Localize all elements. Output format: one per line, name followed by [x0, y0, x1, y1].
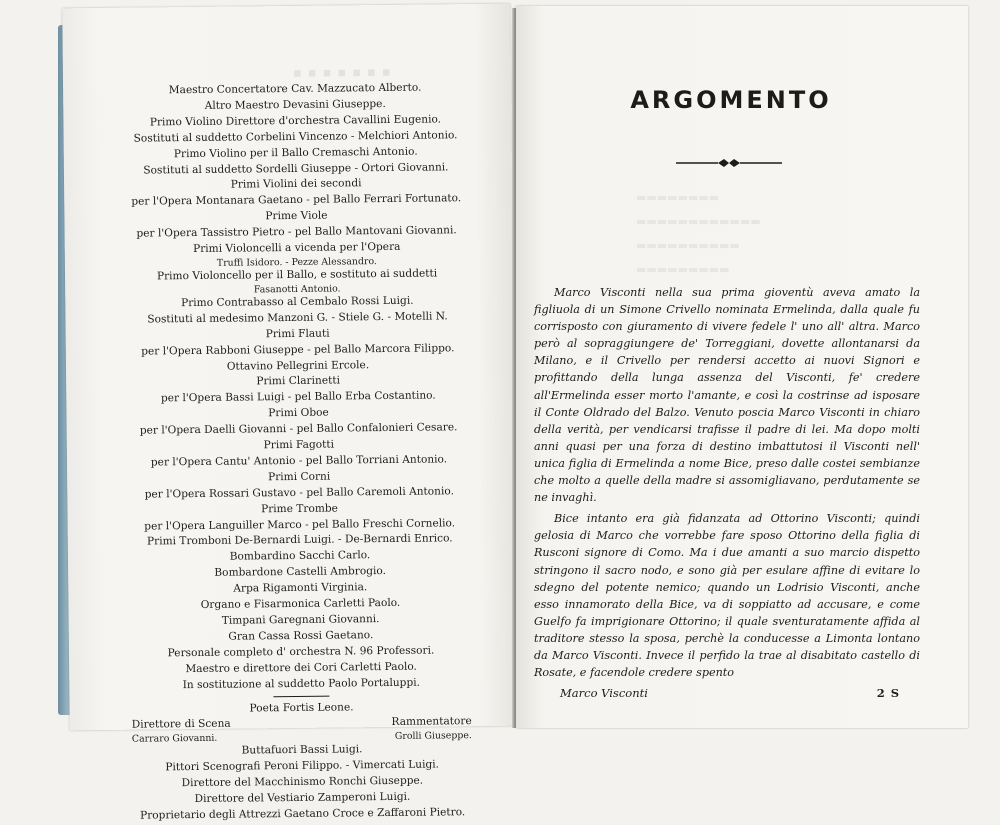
credit-line: Gran Cassa Rossi Gaetano.: [228, 629, 374, 643]
credit-line: Buttafuori Bassi Luigi.: [241, 743, 363, 757]
credit-line: Sostituti al suddetto Corbelini Vincenzo - Melchiori Antonio.: [133, 128, 458, 145]
credit-line: Prime Viole: [265, 209, 328, 223]
credit-line: Primi Flauti: [265, 327, 330, 340]
credit-line: Sostituti al medesimo Manzoni G. - Stiele G. - Motelli N.: [147, 310, 448, 326]
credit-line: per l'Opera Tassistro Pietro - pel Ballo Mantovani Giovanni.: [136, 224, 457, 240]
credit-line: Primi Oboe: [268, 406, 329, 420]
credit-line: per l'Opera Bassi Luigi - pel Ballo Erba Costantino.: [160, 389, 436, 405]
credit-line: Maestro e direttore dei Cori Carletti Paolo.: [185, 660, 417, 675]
credit-line: Truffi Isidoro. - Pezze Alessandro.: [216, 256, 377, 269]
credit-line: Pittori Scenografi Peroni Filippo. - Vimercati Luigi.: [165, 758, 440, 774]
credit-line: per l'Opera Rabboni Giuseppe - pel Ballo Marcora Filippo.: [141, 341, 455, 358]
page-footer: [560, 686, 900, 700]
page-title: ARGOMENTO: [630, 86, 832, 114]
right-page: [516, 6, 968, 728]
credit-line: Primo Violino per il Ballo Cremaschi Antonio.: [173, 145, 418, 160]
credit-line: In sostituzione al suddetto Paolo Portaluppi.: [182, 676, 421, 691]
credit-line: Primi Fagotti: [263, 438, 335, 452]
credit-line: Sostituti al suddetto Sordelli Giuseppe - Ortori Giovanni.: [143, 160, 449, 177]
credit-line: Maestro Concertatore Cav. Mazzucato Alberto.: [168, 81, 422, 97]
left-page: [62, 4, 518, 822]
credit-line: Direttore del Vestiario Zamperoni Luigi.: [194, 790, 411, 806]
credit-line: Timpani Garegnani Giovanni.: [221, 613, 380, 627]
paragraph: Marco Visconti nella sua prima gioventù aveva amato la figliuola di un Simone Crivello nominata Ermelinda, dalla quale fu corrisposto con giuramento di vivere fedele l' uno all' altra. Marco però al sopraggiungere de' Torreggiani, dovette allontanarsi da Milano, e il Crivello per rendersi accetto ai nuovi Signori e profittando della lunga assenza del Visconti, fe' credere all'Ermelinda esser morto l'amante, e così la costrinse ad isposare il Conte Oldrado del Balzo. Venuto poscia Marco Visconti in chiaro della verità, per vendicarsi trafisse il padre di lei. Ma dopo molti anni quasi per una forza di destino imbattutosi il Visconti nell' unica figlia di Ermelinda a nome Bice, preso dalle costei sembianze che molto a quelle della madre si assomigliavano, perdutamente se ne invaghì.: [534, 286, 920, 505]
credit-name: Grolli Giuseppe.: [394, 730, 472, 743]
divider-rule: [273, 695, 329, 697]
credit-line: Altro Maestro Devasini Giuseppe.: [204, 97, 386, 112]
credit-line: Direttore del Macchinismo Ronchi Giuseppe.: [181, 774, 424, 790]
credit-line: per l'Opera Rossari Gustavo - pel Ballo Caremoli Antonio.: [144, 485, 454, 501]
credit-line: per l'Opera Montanara Gaetano - pel Ballo Ferrari Fortunato.: [131, 192, 462, 208]
paragraph: Bice intanto era già fidanzata ad Ottorino Visconti; quindi gelosia di Marco che vorrebbe fare sposo Ottorino della figlia di Rusconi signore di Como. Ma i due amanti a suo marcio dispetto stringono il sacro nodo, e sono già per esulare affine di evitare lo sdegno del potente nemico; quando un Lodrisio Visconti, anche esso innamorato della Bice, va di soppiatto ad accusare, e come Guelfo fa imprigionare Ottorino; il quale sventuratamente affida al traditore stesso la sposa, perchè la conducesse a Limonta lontano da Marco Visconti. Invece il perfido la trae al disabitato castello di Rosate, e facendole credere spento: [534, 512, 920, 680]
footer-title: Marco Visconti: [560, 686, 648, 700]
credit-line: Bombardino Sacchi Carlo.: [229, 549, 371, 564]
credit-line: Prime Trombe: [260, 502, 338, 515]
credit-line: Bombardone Castelli Ambrogio.: [214, 565, 386, 580]
credit-line: Ottavino Pellegrini Ercole.: [226, 358, 370, 373]
credit-role: Rammentatore: [391, 715, 472, 729]
credit-line: Organo e Fisarmonica Carletti Paolo.: [200, 596, 401, 612]
credit-line: per l'Opera Cantu' Antonio - pel Ballo Torriani Antonio.: [150, 453, 448, 469]
argument-text: [534, 284, 920, 681]
credit-line: Proprietario degli Attrezzi Gaetano Croce e Zaffaroni Pietro.: [140, 806, 466, 822]
credit-line: Primi Violini dei secondi: [230, 177, 362, 192]
credit-line: Primi Violoncelli a vicenda per l'Opera: [192, 240, 401, 256]
credit-line: Primo Contrabasso al Cembalo Rossi Luigi.: [180, 294, 414, 310]
credit-line: Personale completo d' orchestra N. 96 Professori.: [167, 644, 435, 660]
credit-line: Primi Corni: [268, 470, 331, 484]
credit-line: Primi Clarinetti: [256, 374, 341, 388]
credits-list: [125, 80, 473, 824]
credit-name: Carraro Giovanni.: [131, 733, 218, 746]
credit-line: Arpa Rigamonti Virginia.: [233, 581, 368, 595]
signature-mark: 2 S: [876, 686, 900, 700]
credit-line: Primi Tromboni De-Bernardi Luigi. - De-Bernardi Enrico.: [146, 532, 453, 548]
credit-line: Primo Violino Direttore d'orchestra Cavallini Eugenio.: [149, 113, 442, 129]
show-through-text: ▬▬▬▬▬▬▬▬ ▬▬▬▬▬▬▬▬▬▬▬▬ ▬▬▬▬▬▬▬▬▬▬ ▬▬▬▬▬▬▬▬▬: [636, 191, 761, 276]
show-through-text: ▪▪▪▪▪▪▪: [292, 64, 397, 81]
credit-line: per l'Opera Daelli Giovanni - pel Ballo Confalonieri Cesare.: [139, 421, 458, 437]
ornament-divider: [676, 156, 782, 170]
credit-line: per l'Opera Languiller Marco - pel Ballo Freschi Cornelio.: [144, 516, 456, 533]
credit-line: Poeta Fortis Leone.: [249, 700, 354, 714]
credit-role: Direttore di Scena: [131, 718, 231, 732]
credit-line: Primo Violoncello per il Ballo, e sostituto ai suddetti: [156, 267, 438, 283]
credit-line: Fasanotti Antonio.: [253, 283, 341, 296]
